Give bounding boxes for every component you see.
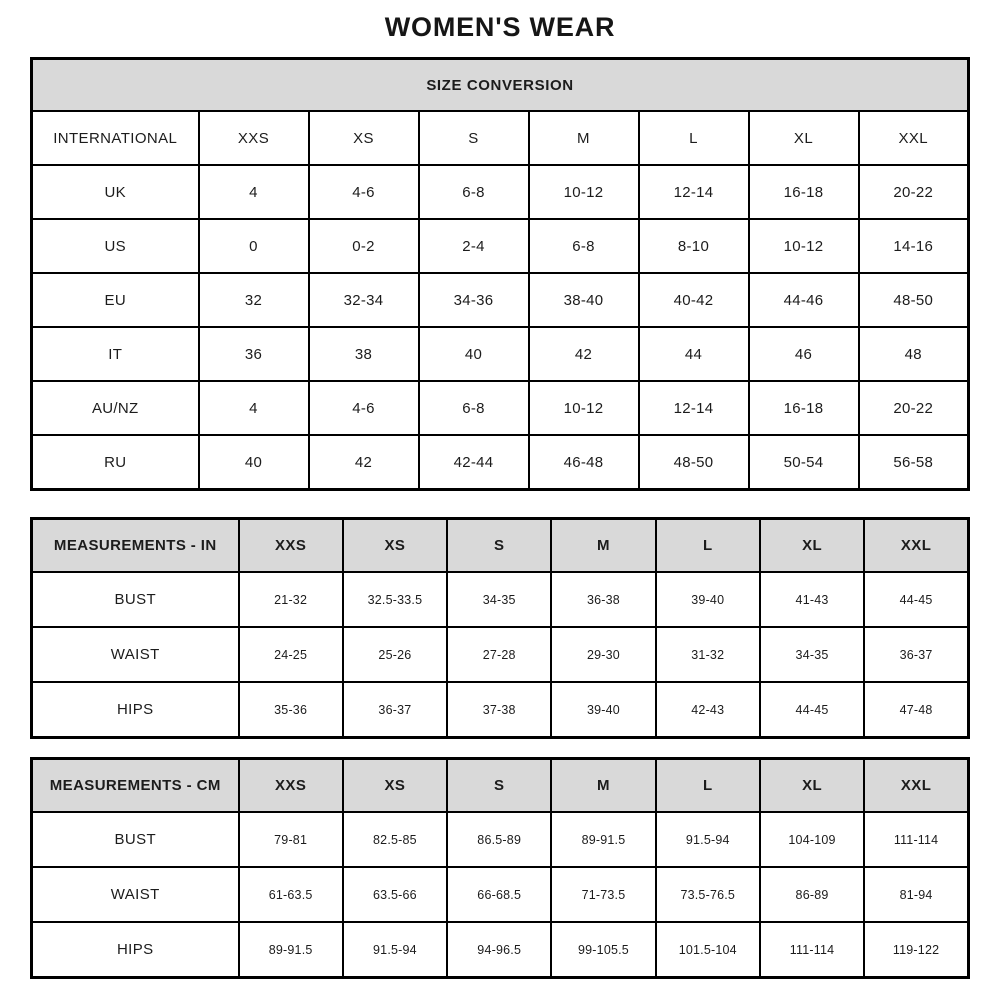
table-cell: 12-14 <box>639 165 749 219</box>
table-row <box>32 273 969 327</box>
table-cell: 35-36 <box>239 682 343 738</box>
table-cell: 89-91.5 <box>239 922 343 978</box>
table-cell: 34-35 <box>760 627 864 682</box>
table-cell: 8-10 <box>639 219 749 273</box>
table-cell: 32.5-33.5 <box>343 572 447 627</box>
table-cell: 36-37 <box>343 682 447 738</box>
table-row <box>32 812 969 867</box>
table-banner: SIZE CONVERSION <box>32 59 969 112</box>
header-size-xxs: XXS <box>199 111 309 165</box>
table-cell: 32-34 <box>309 273 419 327</box>
header-label: MEASUREMENTS - CM <box>32 759 239 813</box>
header-size-xxl: XXL <box>864 519 968 573</box>
table-cell: 20-22 <box>859 165 969 219</box>
table-cell: 61-63.5 <box>239 867 343 922</box>
row-label: RU <box>32 435 199 490</box>
table-cell: 10-12 <box>749 219 859 273</box>
row-label: WAIST <box>32 867 239 922</box>
table-cell: 10-12 <box>529 165 639 219</box>
header-size-xl: XL <box>760 759 864 813</box>
table-cell: 56-58 <box>859 435 969 490</box>
table-cell: 101.5-104 <box>656 922 760 978</box>
table-cell: 86.5-89 <box>447 812 551 867</box>
table-row <box>32 219 969 273</box>
table-row <box>32 165 969 219</box>
row-label: WAIST <box>32 627 239 682</box>
table-cell: 71-73.5 <box>551 867 655 922</box>
table-cell: 41-43 <box>760 572 864 627</box>
table-cell: 42 <box>309 435 419 490</box>
table-header-row <box>32 759 969 813</box>
table-cell: 16-18 <box>749 381 859 435</box>
row-label: HIPS <box>32 922 239 978</box>
table-cell: 39-40 <box>551 682 655 738</box>
table-row <box>32 627 969 682</box>
table-cell: 6-8 <box>419 381 529 435</box>
table-cell: 2-4 <box>419 219 529 273</box>
row-label: EU <box>32 273 199 327</box>
table-cell: 20-22 <box>859 381 969 435</box>
table-cell: 82.5-85 <box>343 812 447 867</box>
table-cell: 44-45 <box>864 572 968 627</box>
table-cell: 46 <box>749 327 859 381</box>
table-cell: 4 <box>199 165 309 219</box>
table-cell: 44-46 <box>749 273 859 327</box>
table-cell: 99-105.5 <box>551 922 655 978</box>
table-cell: 25-26 <box>343 627 447 682</box>
table-cell: 12-14 <box>639 381 749 435</box>
table-cell: 38 <box>309 327 419 381</box>
table-cell: 40 <box>419 327 529 381</box>
table-cell: 6-8 <box>529 219 639 273</box>
table-cell: 42-44 <box>419 435 529 490</box>
table-cell: 40 <box>199 435 309 490</box>
header-size-xl: XL <box>760 519 864 573</box>
table-cell: 4-6 <box>309 165 419 219</box>
header-size-xs: XS <box>309 111 419 165</box>
header-size-xs: XS <box>343 519 447 573</box>
table-cell: 44 <box>639 327 749 381</box>
table-header-row <box>32 111 969 165</box>
table-cell: 0-2 <box>309 219 419 273</box>
table-cell: 111-114 <box>760 922 864 978</box>
table-cell: 31-32 <box>656 627 760 682</box>
table-cell: 89-91.5 <box>551 812 655 867</box>
table-cell: 119-122 <box>864 922 968 978</box>
header-size-m: M <box>529 111 639 165</box>
table-cell: 63.5-66 <box>343 867 447 922</box>
table-row <box>32 922 969 978</box>
table-cell: 4 <box>199 381 309 435</box>
header-size-m: M <box>551 519 655 573</box>
table-cell: 27-28 <box>447 627 551 682</box>
table-cell: 94-96.5 <box>447 922 551 978</box>
header-size-xxl: XXL <box>864 759 968 813</box>
table-cell: 104-109 <box>760 812 864 867</box>
header-size-xl: XL <box>749 111 859 165</box>
measurements-inches-table <box>30 517 970 739</box>
table-cell: 36-37 <box>864 627 968 682</box>
table-cell: 79-81 <box>239 812 343 867</box>
table-row <box>32 435 969 490</box>
table-cell: 44-45 <box>760 682 864 738</box>
measurements-cm-table <box>30 757 970 979</box>
row-label: UK <box>32 165 199 219</box>
size-conversion-table <box>30 57 970 491</box>
header-size-m: M <box>551 759 655 813</box>
table-cell: 50-54 <box>749 435 859 490</box>
table-cell: 73.5-76.5 <box>656 867 760 922</box>
table-cell: 36-38 <box>551 572 655 627</box>
row-label: IT <box>32 327 199 381</box>
header-size-xs: XS <box>343 759 447 813</box>
table-cell: 91.5-94 <box>343 922 447 978</box>
header-size-xxl: XXL <box>859 111 969 165</box>
header-size-l: L <box>656 759 760 813</box>
header-size-s: S <box>447 519 551 573</box>
table-cell: 14-16 <box>859 219 969 273</box>
table-row <box>32 867 969 922</box>
header-size-s: S <box>447 759 551 813</box>
table-cell: 36 <box>199 327 309 381</box>
table-cell: 34-36 <box>419 273 529 327</box>
table-row <box>32 572 969 627</box>
page-title: WOMEN'S WEAR <box>384 12 616 42</box>
header-size-l: L <box>656 519 760 573</box>
table-cell: 16-18 <box>749 165 859 219</box>
table-cell: 46-48 <box>529 435 639 490</box>
row-label: BUST <box>32 572 239 627</box>
row-label: US <box>32 219 199 273</box>
table-cell: 42-43 <box>656 682 760 738</box>
table-cell: 6-8 <box>419 165 529 219</box>
table-header-row <box>32 519 969 573</box>
table-cell: 38-40 <box>529 273 639 327</box>
table-cell: 42 <box>529 327 639 381</box>
table-cell: 37-38 <box>447 682 551 738</box>
header-label: INTERNATIONAL <box>32 111 199 165</box>
header-size-xxs: XXS <box>239 519 343 573</box>
table-cell: 24-25 <box>239 627 343 682</box>
table-cell: 0 <box>199 219 309 273</box>
table-cell: 91.5-94 <box>656 812 760 867</box>
header-size-l: L <box>639 111 749 165</box>
table-cell: 10-12 <box>529 381 639 435</box>
table-cell: 21-32 <box>239 572 343 627</box>
row-label: BUST <box>32 812 239 867</box>
table-cell: 34-35 <box>447 572 551 627</box>
row-label: AU/NZ <box>32 381 199 435</box>
table-cell: 48-50 <box>859 273 969 327</box>
table-row <box>32 682 969 738</box>
table-cell: 39-40 <box>656 572 760 627</box>
table-cell: 47-48 <box>864 682 968 738</box>
table-cell: 4-6 <box>309 381 419 435</box>
table-row <box>32 327 969 381</box>
table-cell: 66-68.5 <box>447 867 551 922</box>
table-cell: 111-114 <box>864 812 968 867</box>
row-label: HIPS <box>32 682 239 738</box>
header-size-xxs: XXS <box>239 759 343 813</box>
table-cell: 48-50 <box>639 435 749 490</box>
header-size-s: S <box>419 111 529 165</box>
table-cell: 86-89 <box>760 867 864 922</box>
table-cell: 48 <box>859 327 969 381</box>
table-cell: 32 <box>199 273 309 327</box>
table-cell: 81-94 <box>864 867 968 922</box>
table-cell: 40-42 <box>639 273 749 327</box>
header-label: MEASUREMENTS - IN <box>32 519 239 573</box>
table-cell: 29-30 <box>551 627 655 682</box>
table-banner-row <box>32 59 969 112</box>
table-row <box>32 381 969 435</box>
